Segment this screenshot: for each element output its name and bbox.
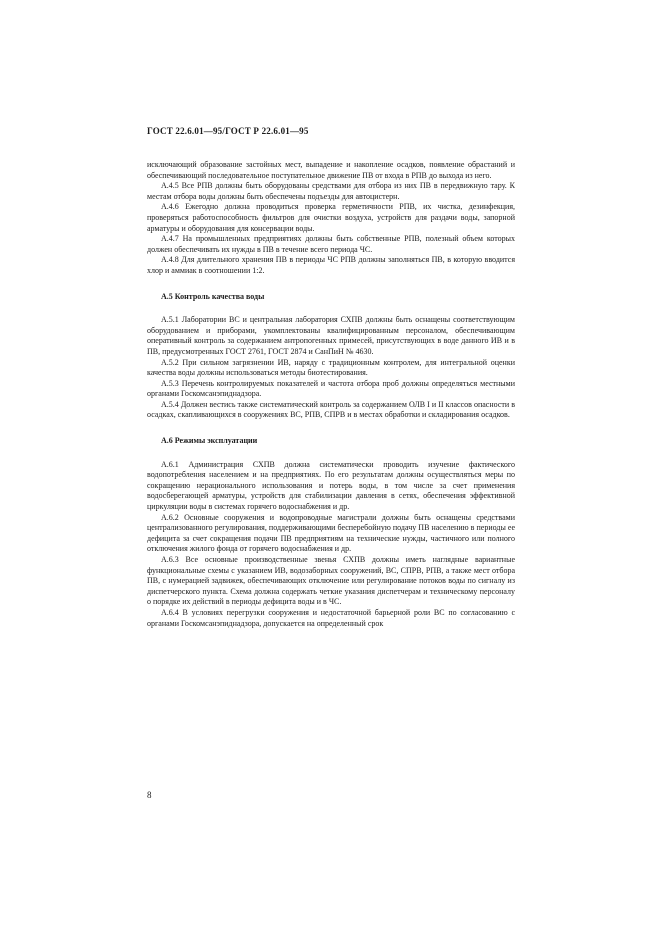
paragraph-a-5-1: А.5.1 Лаборатории ВС и центральная лаборатория СХПВ должны быть оснащены соответствующим оборудованием и приборами, укомплектованы квалифицированным персоналом, обеспечивающим оперативный контроль за содержанием антропогенных примесей, присутствующих в воде данного ИВ и в ПВ, предусмотренных ГОСТ 2761, ГОСТ 2874 и СанПиН № 4630.	[147, 315, 515, 356]
paragraph-a-4-7: А.4.7 На промышленных предприятиях должны быть собственные РПВ, полезный объем которых должен обеспечивать их нужды в ПВ в течение всего периода ЧС.	[147, 234, 515, 254]
running-header: ГОСТ 22.6.01—95/ГОСТ Р 22.6.01—95	[147, 126, 309, 136]
paragraph-continuation: исключающий образование застойных мест, выпадение и накопление осадков, появление обрастаний и обеспечивающий последовательное поступательное движение ПВ от входа в РПВ до выхода из него.	[147, 160, 515, 180]
paragraph-a-4-5: А.4.5 Все РПВ должны быть оборудованы средствами для отбора из них ПВ в передвижную тару. К местам отбора воды должны быть обеспечены подъезды для автоцистерн.	[147, 181, 515, 201]
paragraph-a-4-8: А.4.8 Для длительного хранения ПВ в периоды ЧС РПВ должны заполняться ПВ, в которую вводится хлор и аммиак в соотношении 1:2.	[147, 255, 515, 275]
paragraph-a-6-3: А.6.3 Все основные производственные звенья СХПВ должны иметь наглядные вариантные функциональные схемы с указанием ИВ, водозаборных сооружений, ВС, СПРВ, РПВ, а также мест отбора ПВ, с нумерацией задвижек, обеспечивающих отключение или регулирование потоков воды по сигналу из диспетчерского пункта. Схема должна содержать четкие указания диспетчерам и техническому персоналу о порядке их действий в периоды дефицита воды и в ЧС.	[147, 555, 515, 607]
paragraph-a-5-4: А.5.4 Должен вестись также систематический контроль за содержанием ОЛВ I и II классов опасности в осадках, скапливающихся в сооружениях ВС, РПВ, СПРВ и в местах обработки и складирования осадков.	[147, 399, 515, 420]
paragraph-a-4-6: А.4.6 Ежегодно должна проводиться проверка герметичности РПВ, их чистка, дезинфекция, проверяться работоспособность фильтров для очистки воздуха, устройств для раздачи воды, запорной арматуры и оборудования для консервации воды.	[147, 202, 515, 233]
paragraph-a-6-1: А.6.1 Администрация СХПВ должна систематически проводить изучение фактического водопотребления населением и на предприятиях. По его результатам должны осуществляться меры по сокращению нерационального использования и потерь воды, в том числе за счет применения водосберегающей арматуры, устройств для стабилизации давления в сетях, обеспечения эффективной циркуляции воды в системах горячего водоснабжения и др.	[147, 459, 515, 512]
page-body	[147, 160, 515, 629]
page-number: 8	[147, 790, 152, 800]
paragraph-a-6-4: А.6.4 В условиях перегрузки сооружения и недостаточной барьерной роли ВС по согласованию с органами Госкомсанэпиднадзора, допускается на определенный срок	[147, 607, 515, 628]
section-title-a5: А.5 Контроль качества воды	[161, 291, 265, 301]
paragraph-a-6-2: А.6.2 Основные сооружения и водопроводные магистрали должны быть оснащены средствами централизованного регулирования, поддерживающими бесперебойную подачу ПВ населению в периоды ее дефицита за счет сокращения подачи ПВ предприятиям на технические нужды, частичного или полного отключения жилого фонда от горячего водоснабжения и др.	[147, 512, 515, 554]
paragraph-a-5-2: А.5.2 При сильном загрязнении ИВ, наряду с традиционным контролем, для интегральной оценки качества воды должны использоваться методы биотестирования.	[147, 357, 515, 378]
paragraph-a-5-3: А.5.3 Перечень контролируемых показателей и частота отбора проб должны определяться местными органами Госкомсанэпиднадзора.	[147, 378, 515, 399]
section-title-a6: А.6 Режимы эксплуатации	[161, 436, 258, 446]
